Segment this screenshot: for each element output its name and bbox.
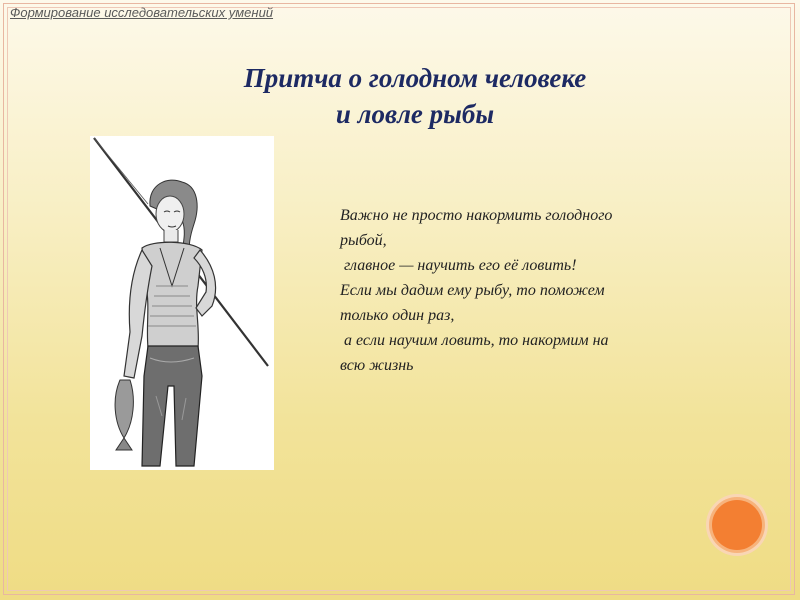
parable-line-7: всю жизнь	[340, 357, 414, 374]
slide-title-line-1: Притча о голодном человеке	[243, 63, 587, 93]
girl-with-fishing-rod-illustration	[90, 136, 274, 470]
parable-line-4: Если мы дадим ему рыбу, то поможем	[340, 282, 605, 299]
orange-circle-icon	[712, 500, 762, 550]
parable-line-2: рыбой,	[340, 232, 387, 249]
slide-title	[150, 60, 680, 132]
parable-text	[340, 203, 700, 378]
parable-line-3: главное — научить его её ловить!	[340, 257, 577, 274]
header-caption[interactable]: Формирование исследовательских умений	[10, 5, 274, 20]
girl-with-fishing-rod-icon	[90, 136, 274, 470]
parable-line-5: только один раз,	[340, 307, 455, 324]
parable-line-1: Важно не просто накормить голодного	[340, 207, 613, 224]
parable-line-6: а если научим ловить, то накормим на	[340, 332, 609, 349]
slide-title-line-2: и ловле рыбы	[335, 99, 495, 129]
